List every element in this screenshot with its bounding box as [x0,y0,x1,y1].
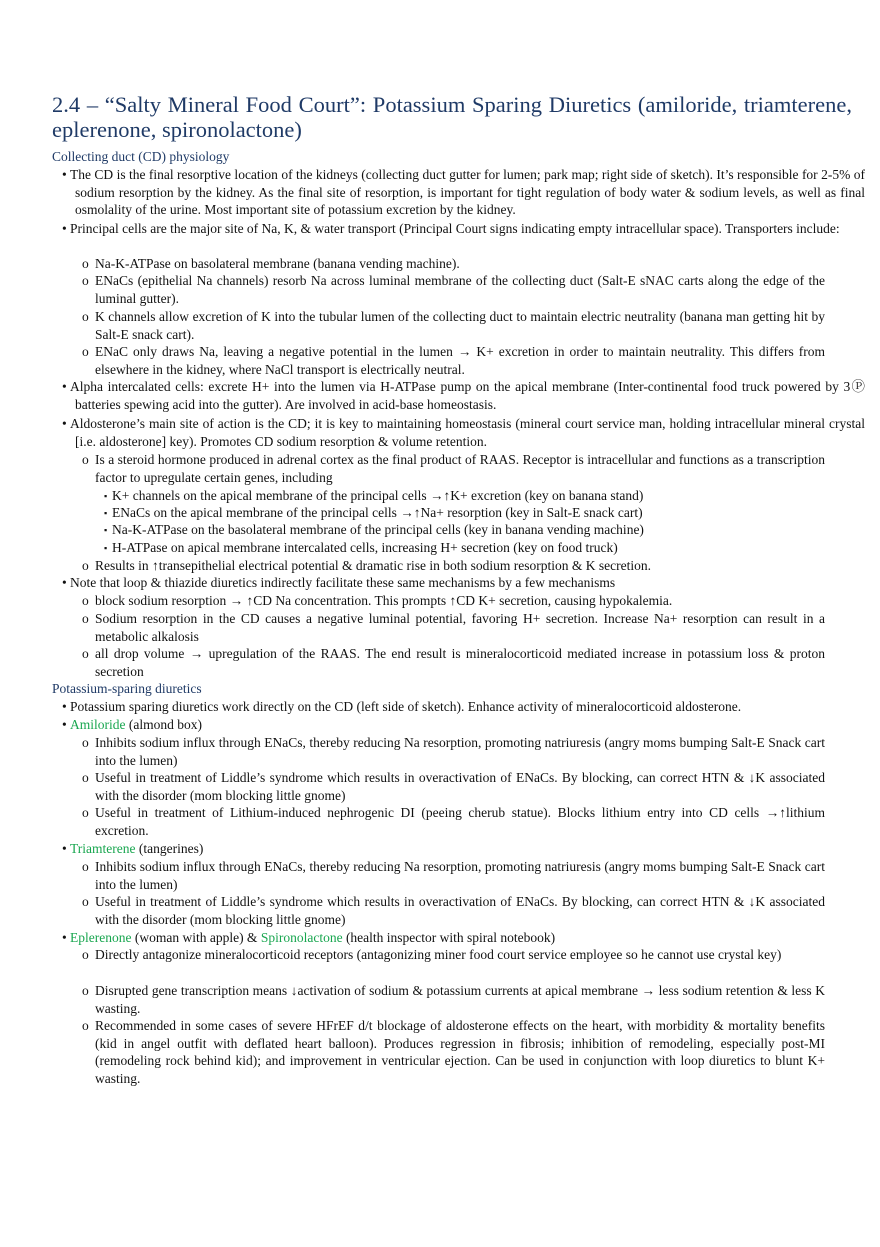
square-bullet-marker: ▪ [104,543,108,553]
sub-bullet-text: block sodium resorption → ↑CD Na concentration. This prompts ↑CD K+ secretion, causing hypokalemia. [95,593,673,608]
square-bullet-marker: ▪ [104,525,108,535]
sub-sub-bullet-k-channels [104,487,813,506]
sub-bullet-marker: o [82,309,89,324]
sub-bullet-text: K channels allow excretion of K into the tubular lumen of the collecting duct to maintain electric neutrality (banana man getting hit by Salt-E snack cart). [95,309,825,342]
sub-bullet-marker: o [82,983,89,998]
sub-bullet-marker: o [82,805,89,820]
sub-sub-bullet-enacs [104,504,813,523]
sub-bullet-triamterene-liddle [82,893,825,928]
sub-bullet-text: Useful in treatment of Lithium-induced nephrogenic DI (peeing cherub statue). Blocks lithium entry into CD cells →↑lithium excretion. [95,805,825,838]
sub-bullet-results [82,557,825,575]
bullet-alpha-intercalated [62,378,865,413]
sub-bullet-marker: o [82,452,89,467]
bullet-marker: • [62,379,67,394]
bullet-marker: • [62,416,67,431]
sub-bullet-marker: o [82,593,89,608]
drug-name-triamterene: Triamterene [70,841,136,856]
square-bullet-marker: ▪ [104,491,108,501]
sub-bullet-eplerenone-hfref [82,1017,825,1087]
bullet-marker: • [62,841,67,856]
sub-bullet-text: Inhibits sodium influx through ENaCs, thereby reducing Na resorption, promoting natriuresis (angry moms bumping Salt-E Snack cart into the lumen) [95,859,825,892]
sub-bullet-text: Recommended in some cases of severe HFrEF d/t blockage of aldosterone effects on the heart, with morbidity & mortality benefits (kid in angel outfit with deflated heart balloon). Produces regression in fibrosis; inhibition of remodeling, especially post-MI (remodeling rock behind kid); and improvement in ventricular ejection. Can be used in conjunction with loop diuretics to blunt K+ wasting. [95,1018,825,1086]
drug-name-amiloride: Amiloride [70,717,126,732]
sub-sub-bullet-text: ENaCs on the apical membrane of the principal cells →↑Na+ resorption (key in Salt-E snack cart) [112,505,643,520]
sub-bullet-marker: o [82,770,89,785]
bullet-text: Note that loop & thiazide diuretics indirectly facilitate these same mechanisms by a few mechanisms [70,575,616,590]
sub-bullet-steroid-hormone [82,451,825,486]
drug-mnemonic: (health inspector with spiral notebook) [342,930,556,945]
square-bullet-marker: ▪ [104,508,108,518]
bullet-marker: • [62,221,67,236]
sub-bullet-k-channels [82,308,825,343]
sub-sub-bullet-text: K+ channels on the apical membrane of the principal cells →↑K+ excretion (key on banana stand) [112,488,644,503]
bullet-marker: • [62,575,67,590]
sub-bullet-enacs [82,272,825,307]
sub-sub-bullet-text: Na-K-ATPase on the basolateral membrane of the principal cells (key in banana vending machine) [112,522,644,537]
sub-bullet-amiloride-lithium [82,804,825,839]
bullet-text: The CD is the final resorptive location of the kidneys (collecting duct gutter for lumen; park map; right side of sketch). It’s responsible for 2-5% of sodium resorption by the kidney. As the final site of resorption, is important for tight regulation of body water & sodium levels, as well as final osmolality of the urine. Most important site of potassium excretion by the kidney. [70,167,865,218]
bullet-aldosterone [62,415,865,450]
sub-bullet-text: all drop volume → upregulation of the RAAS. The end result is mineralocorticoid mediated increase in potassium loss & proton secretion [95,646,825,679]
bullet-eplerenone-spironolactone [62,929,865,947]
sub-bullet-text: Directly antagonize mineralocorticoid receptors (antagonizing miner food court service employee so he cannot use crystal key) [95,947,782,962]
bullet-principal-cells [62,220,865,238]
sub-bullet-marker: o [82,273,89,288]
sub-sub-bullet-na-k-atpase [104,521,813,540]
sub-bullet-marker: o [82,947,89,962]
bullet-cd-overview [62,166,865,219]
sub-sub-bullet-text: H-ATPase on apical membrane intercalated cells, increasing H+ secretion (key on food truck) [112,540,618,555]
bullet-triamterene [62,840,865,858]
bullet-marker: • [62,717,67,732]
sub-bullet-marker: o [82,611,89,626]
sub-bullet-eplerenone-antagonize [82,946,825,964]
bullet-loop-thiazide [62,574,865,592]
drug-mnemonic: (almond box) [125,717,202,732]
bullet-marker: • [62,699,67,714]
sub-bullet-text: Disrupted gene transcription means ↓activation of sodium & potassium currents at apical membrane → less sodium retention & less K wasting. [95,983,825,1016]
drug-name-eplerenone: Eplerenone [70,930,132,945]
bullet-text: Principal cells are the major site of Na, K, & water transport (Principal Court signs indicating empty intracellular space). Transporters include: [70,221,840,236]
drug-name-spironolactone: Spironolactone [260,930,343,945]
sub-bullet-block-sodium [82,592,825,610]
bullet-marker: • [62,930,67,945]
sub-bullet-text: Useful in treatment of Liddle’s syndrome which results in overactivation of ENaCs. By blocking, can correct HTN & ↓K associated with the disorder (mom blocking little gnome) [95,770,825,803]
bullet-text: Aldosterone’s main site of action is the CD; it is key to maintaining homeostasis (mineral court service man, holding intracellular mineral crystal [i.e. aldosterone] key). Promotes CD sodium resorption & volume retention. [70,416,865,449]
sub-bullet-marker: o [82,558,89,573]
page-title: 2.4 – “Salty Mineral Food Court”: Potassium Sparing Diuretics (amiloride, triamterene, eplerenone, spironolactone) [52,92,852,142]
sub-bullet-amiloride-liddle [82,769,825,804]
section-heading-cd-physiology: Collecting duct (CD) physiology [52,149,230,164]
sub-sub-bullet-h-atpase [104,539,813,558]
sub-bullet-text: Results in ↑transepithelial electrical potential & dramatic rise in both sodium resorption & K secretion. [95,558,651,573]
sub-bullet-text: ENaCs (epithelial Na channels) resorb Na across luminal membrane of the collecting duct (Salt-E sNAC carts along the edge of the luminal gutter). [95,273,825,306]
sub-bullet-enac-potential [82,343,825,378]
sub-bullet-na-k-atpase [82,255,825,273]
sub-bullet-volume-drop [82,645,825,680]
sub-bullet-text: Sodium resorption in the CD causes a negative luminal potential, favoring H+ secretion. Increase Na+ resorption can result in a metabolic alkalosis [95,611,825,644]
sub-bullet-text: Na-K-ATPase on basolateral membrane (banana vending machine). [95,256,460,271]
bullet-text: Alpha intercalated cells: excrete H+ into the lumen via H-ATPase pump on the apical membrane (Inter-continental food truck powered by 3Ⓟ batteries spewing acid into the gutter). Are involved in acid-base homeostasis. [70,379,865,412]
sub-bullet-luminal-potential [82,610,825,645]
sub-bullet-marker: o [82,894,89,909]
sub-bullet-marker: o [82,646,89,661]
sub-bullet-marker: o [82,1018,89,1033]
sub-bullet-text: Useful in treatment of Liddle’s syndrome which results in overactivation of ENaCs. By blocking, can correct HTN & ↓K associated with the disorder (mom blocking little gnome) [95,894,825,927]
section-heading-potassium-sparing: Potassium-sparing diuretics [52,681,202,696]
sub-bullet-triamterene-enac [82,858,825,893]
sub-bullet-marker: o [82,859,89,874]
sub-bullet-text: ENaC only draws Na, leaving a negative potential in the lumen → K+ excretion in order to maintain neutrality. This differs from elsewhere in the kidney, where NaCl transport is electrically neutral. [95,344,825,377]
sub-bullet-eplerenone-transcription [82,982,825,1017]
sub-bullet-text: Is a steroid hormone produced in adrenal cortex as the final product of RAAS. Receptor is intracellular and functions as a transcription factor to upregulate certain genes, including [95,452,825,485]
bullet-marker: • [62,167,67,182]
sub-bullet-marker: o [82,735,89,750]
drug-mnemonic: (tangerines) [135,841,204,856]
bullet-text: Potassium sparing diuretics work directly on the CD (left side of sketch). Enhance activity of mineralocorticoid aldosterone. [70,699,742,714]
drug-mnemonic: (woman with apple) & [131,930,261,945]
sub-bullet-marker: o [82,256,89,271]
bullet-amiloride [62,716,865,734]
sub-bullet-marker: o [82,344,89,359]
sub-bullet-amiloride-enac [82,734,825,769]
sub-bullet-text: Inhibits sodium influx through ENaCs, thereby reducing Na resorption, promoting natriuresis (angry moms bumping Salt-E Snack cart into the lumen) [95,735,825,768]
bullet-ksd-overview [62,698,865,716]
